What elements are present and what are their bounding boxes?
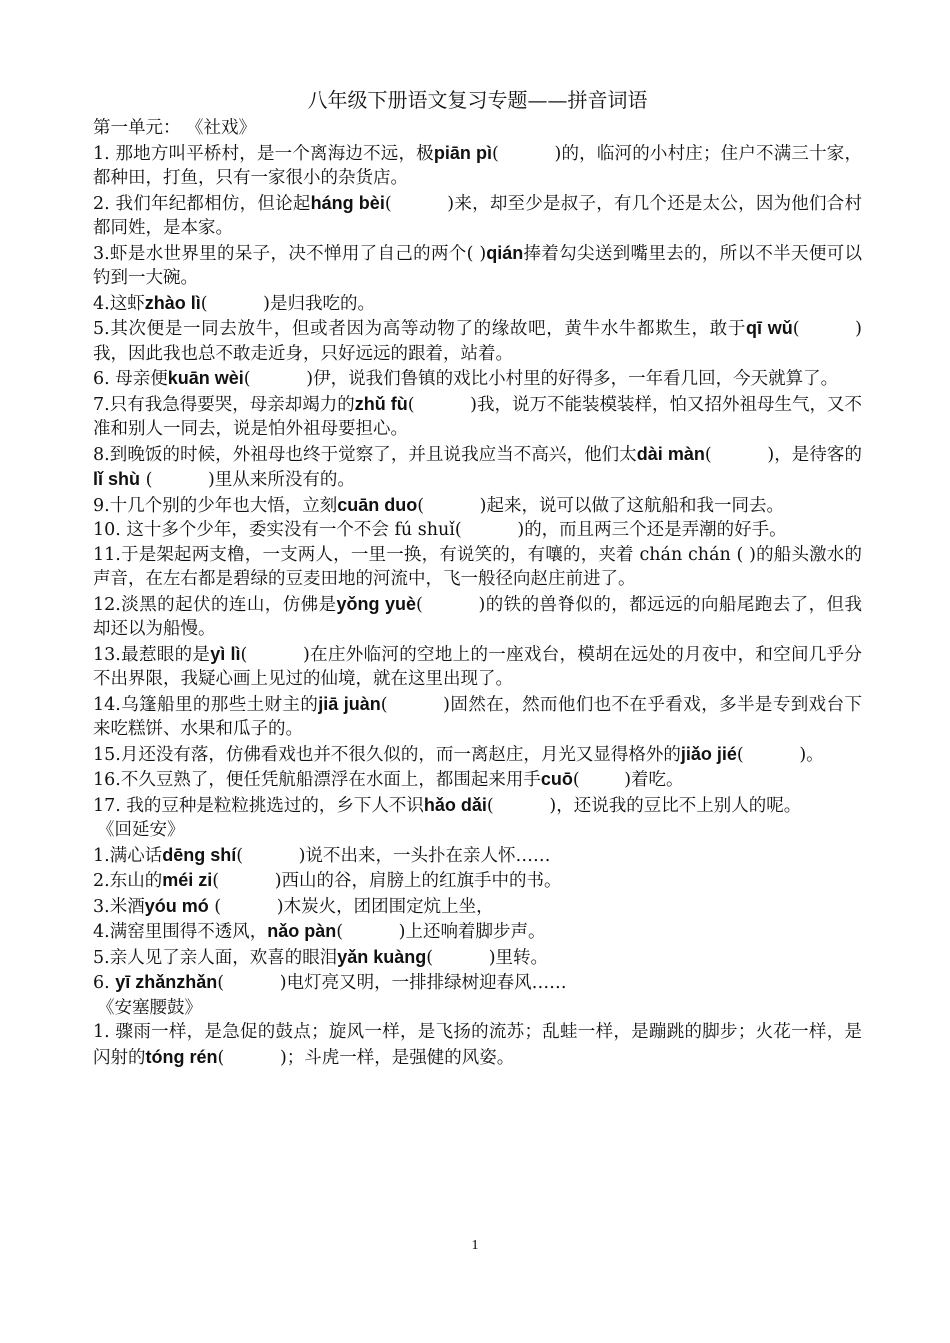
question-item (93, 442, 862, 493)
question-text: 里转。 (495, 947, 549, 968)
question-text: 的铁的兽脊似的，都远远的向船尾跑去了，但我却还以为船慢。 (93, 594, 862, 639)
question-text: 捧着勾尖送到嘴里去的，所以不半天便可以钓到一大碗。 (93, 243, 863, 288)
question-text: 1. 骤雨一样，是急促的鼓点；旋风一样，是飞扬的流苏；乱蛙一样，是蹦跳的脚步；火花一样，是闪射的 (93, 1022, 862, 1068)
question-item (93, 392, 862, 442)
pinyin: piān pì (433, 142, 493, 163)
question-text: 16.不久豆熟了，便任凭航船漂浮在水面上，都围起来用手 (93, 770, 541, 790)
question-text: 4.满窑里围得不透风， (93, 922, 268, 942)
question-text: 上还响着脚步声。 (405, 922, 546, 942)
question-item (93, 894, 862, 920)
question-item (93, 592, 862, 642)
question-text: 5.其次便是一同去放牛，但或者因为高等动物了的缘故吧，黄牛水牛都欺生，敢于 (93, 319, 747, 339)
answer-blank[interactable]: ( ) (212, 871, 282, 891)
pinyin: dēng shí (162, 844, 237, 865)
pinyin: zhǔ fù (354, 393, 408, 414)
question-item (93, 843, 862, 869)
question-text: 3.米酒 (93, 896, 145, 917)
answer-blank[interactable]: ( ) (492, 143, 562, 164)
question-item (93, 970, 862, 996)
question-text: 6. 母亲便 (93, 369, 168, 389)
question-text: 17. 我的豆种是粒粒挑选过的，乡下人不识 (93, 795, 424, 816)
answer-blank[interactable]: ( ) (140, 470, 215, 490)
question-text: 11.于是架起两支橹，一支两人，一里一换，有说笑的，有嚷的，夹着 chán chán ( )的船头激水的声音，在左右都是碧绿的豆麦田地的河流中，飞一般径向赵庄前进了。 (93, 544, 862, 589)
question-text: 来，却至少是叔子，有几个还是太公，因为他们合村都同姓，是本家。 (93, 193, 863, 238)
question-text: 是归我吃的。 (270, 293, 376, 314)
question-text: 里从来所没有的。 (214, 470, 355, 490)
question-item (93, 141, 862, 191)
pinyin: hǎo dǎi (423, 794, 487, 815)
pinyin: yī zhǎnzhǎn (115, 972, 218, 992)
pinyin: jiǎo jié (680, 743, 737, 764)
question-item (93, 742, 862, 768)
question-item (93, 291, 862, 317)
answer-blank[interactable]: ( ) (454, 520, 525, 540)
question-text: 5.亲人见了亲人面，欢喜的眼泪 (93, 947, 338, 968)
question-text: 2.东山的 (93, 871, 163, 891)
answer-blank[interactable]: ( ) (426, 947, 496, 968)
question-text: 我，说万不能装模装样，怕又招外祖母生气，又不准和别人一同去，说是怕外祖母要担心。 (93, 394, 862, 439)
answer-blank[interactable]: ( ) (417, 495, 487, 516)
question-text: 。 (806, 744, 824, 765)
question-text: 木炭火，团团围定炕上坐， (283, 896, 494, 917)
unit-header: 第一单元： 《社戏》 (93, 118, 257, 138)
pinyin: yǎn kuàng (337, 946, 427, 967)
question-text: ；斗虎一样，是强健的风姿。 (286, 1047, 515, 1068)
page-number: 1 (471, 1238, 479, 1253)
pinyin: yóu mó (144, 895, 209, 916)
answer-blank[interactable]: ( ) (792, 319, 862, 339)
question-item (93, 642, 862, 692)
question-text: 西山的谷，肩膀上的红旗手中的书。 (281, 871, 562, 891)
section-header-huiyanan: 《回延安》 (97, 820, 185, 840)
question-item (93, 518, 862, 543)
pinyin: kuān wèi (167, 368, 244, 388)
question-text: 固然在，然而他们也不在乎看戏，多半是专到戏台下来吃糕饼、水果和瓜子的。 (93, 694, 862, 739)
question-item (93, 868, 862, 894)
section-header-ansai: 《安塞腰鼓》 (97, 997, 202, 1018)
answer-blank[interactable]: ( ) (240, 644, 310, 665)
pinyin: cuān duo (337, 494, 418, 515)
answer-blank[interactable]: ( ) (486, 795, 557, 816)
answer-blank[interactable]: ( ) (336, 922, 406, 942)
question-text: 着吃。 (631, 770, 684, 790)
answer-blank[interactable]: ( ) (217, 1047, 287, 1068)
pinyin: lǐ shù (93, 469, 141, 489)
question-text: 伊，说我们鲁镇的戏比小村里的好得多，一年看几回，今天就算了。 (313, 369, 839, 389)
question-item (93, 316, 862, 366)
pinyin: zhào lì (144, 292, 201, 313)
pinyin: cuō (540, 769, 573, 789)
question-text: 说不出来，一头扑在亲人怀…… (305, 845, 551, 866)
answer-blank[interactable]: ( ) (380, 694, 451, 715)
pinyin: qī wǔ (746, 318, 793, 338)
answer-blank[interactable]: ( ) (384, 193, 455, 214)
question-text: 在庄外临河的空地上的一座戏台，模胡在远处的月夜中，和空间几乎分不出界限，我疑心画上见过的仙境，就在这里出现了。 (93, 644, 862, 689)
question-item (93, 793, 862, 819)
question-item (93, 945, 862, 971)
answer-blank[interactable]: ( ) (208, 896, 284, 917)
question-text: 起来，说可以做了这航船和我一同去。 (486, 495, 784, 516)
question-item (93, 493, 862, 519)
question-text: 4.这虾 (93, 293, 145, 314)
question-text: 8.到晚饭的时候，外祖母也终于觉察了，并且说我应当不高兴，他们太 (93, 444, 637, 465)
question-item (93, 191, 862, 241)
question-text: 电灯亮又明，一排排绿树迎春风…… (286, 973, 567, 993)
answer-blank[interactable]: ( ) (704, 444, 775, 465)
question-text: 1. 那地方叫平桥村，是一个离海边不远，极 (93, 143, 434, 164)
question-item (93, 767, 862, 793)
sheji-questions (93, 141, 862, 819)
question-text: 10. 这十多个少年，委实没有一个不会 fú shuǐ (93, 520, 455, 540)
question-text: 3.虾是水世界里的呆子，决不惮用了自己的两个( ) (93, 243, 487, 264)
answer-blank[interactable]: ( ) (236, 845, 306, 866)
page-title: 八年级下册语文复习专题——拼音词语 (307, 88, 648, 112)
pinyin: yì lì (210, 643, 241, 664)
answer-blank[interactable]: ( ) (217, 973, 287, 993)
pinyin: méi zi (162, 870, 213, 890)
pinyin: tóng rén (145, 1046, 218, 1067)
answer-blank[interactable]: ( ) (200, 293, 271, 314)
question-text: 9.十几个别的少年也大悟，立刻 (93, 495, 338, 516)
ansai-questions (93, 1020, 862, 1070)
pinyin: háng bèi (310, 192, 385, 213)
question-item (93, 241, 862, 291)
question-text: 的，临河的小村庄；住户不满三十家，都种田，打鱼，只有一家很小的杂货店。 (93, 143, 862, 188)
question-text: 的，而且两三个还是弄潮的好手。 (524, 520, 787, 540)
pinyin: qián (486, 242, 524, 263)
question-text: 我，因此我也总不敢走近身，只好远远的跟着，站着。 (93, 343, 513, 364)
question-text: 1.满心话 (93, 845, 163, 866)
question-text: ，是待客的 (774, 444, 862, 465)
pinyin: yǒng yuè (336, 593, 416, 614)
answer-blank[interactable]: ( ) (572, 770, 632, 790)
huiyanan-questions (93, 843, 862, 996)
question-text: 15.月还没有落，仿佛看戏也并不很久似的，而一离赵庄，月光又显得格外的 (93, 744, 681, 765)
question-item (93, 543, 862, 592)
question-item (93, 366, 862, 392)
question-text: 6. (93, 973, 116, 993)
pinyin: nǎo pàn (267, 921, 337, 941)
question-text: 12.淡黑的起伏的连山，仿佛是 (93, 594, 337, 615)
question-text: 2. 我们年纪都相仿，但论起 (93, 193, 311, 214)
answer-blank[interactable]: ( ) (243, 369, 314, 389)
pinyin: dài màn (636, 443, 705, 464)
pinyin: jiā juàn (318, 693, 381, 714)
question-item (93, 1020, 862, 1070)
answer-blank[interactable]: ( ) (415, 594, 486, 615)
question-text: 14.乌篷船里的那些土财主的 (93, 694, 319, 715)
question-item (93, 692, 862, 742)
question-item (93, 919, 862, 945)
question-text: 7.只有我急得要哭，母亲却竭力的 (93, 394, 355, 415)
answer-blank[interactable]: ( ) (736, 744, 807, 765)
question-text: 13.最惹眼的是 (93, 644, 211, 665)
answer-blank[interactable]: ( ) (407, 394, 477, 415)
question-text: ，还说我的豆比不上别人的呢。 (556, 795, 802, 816)
